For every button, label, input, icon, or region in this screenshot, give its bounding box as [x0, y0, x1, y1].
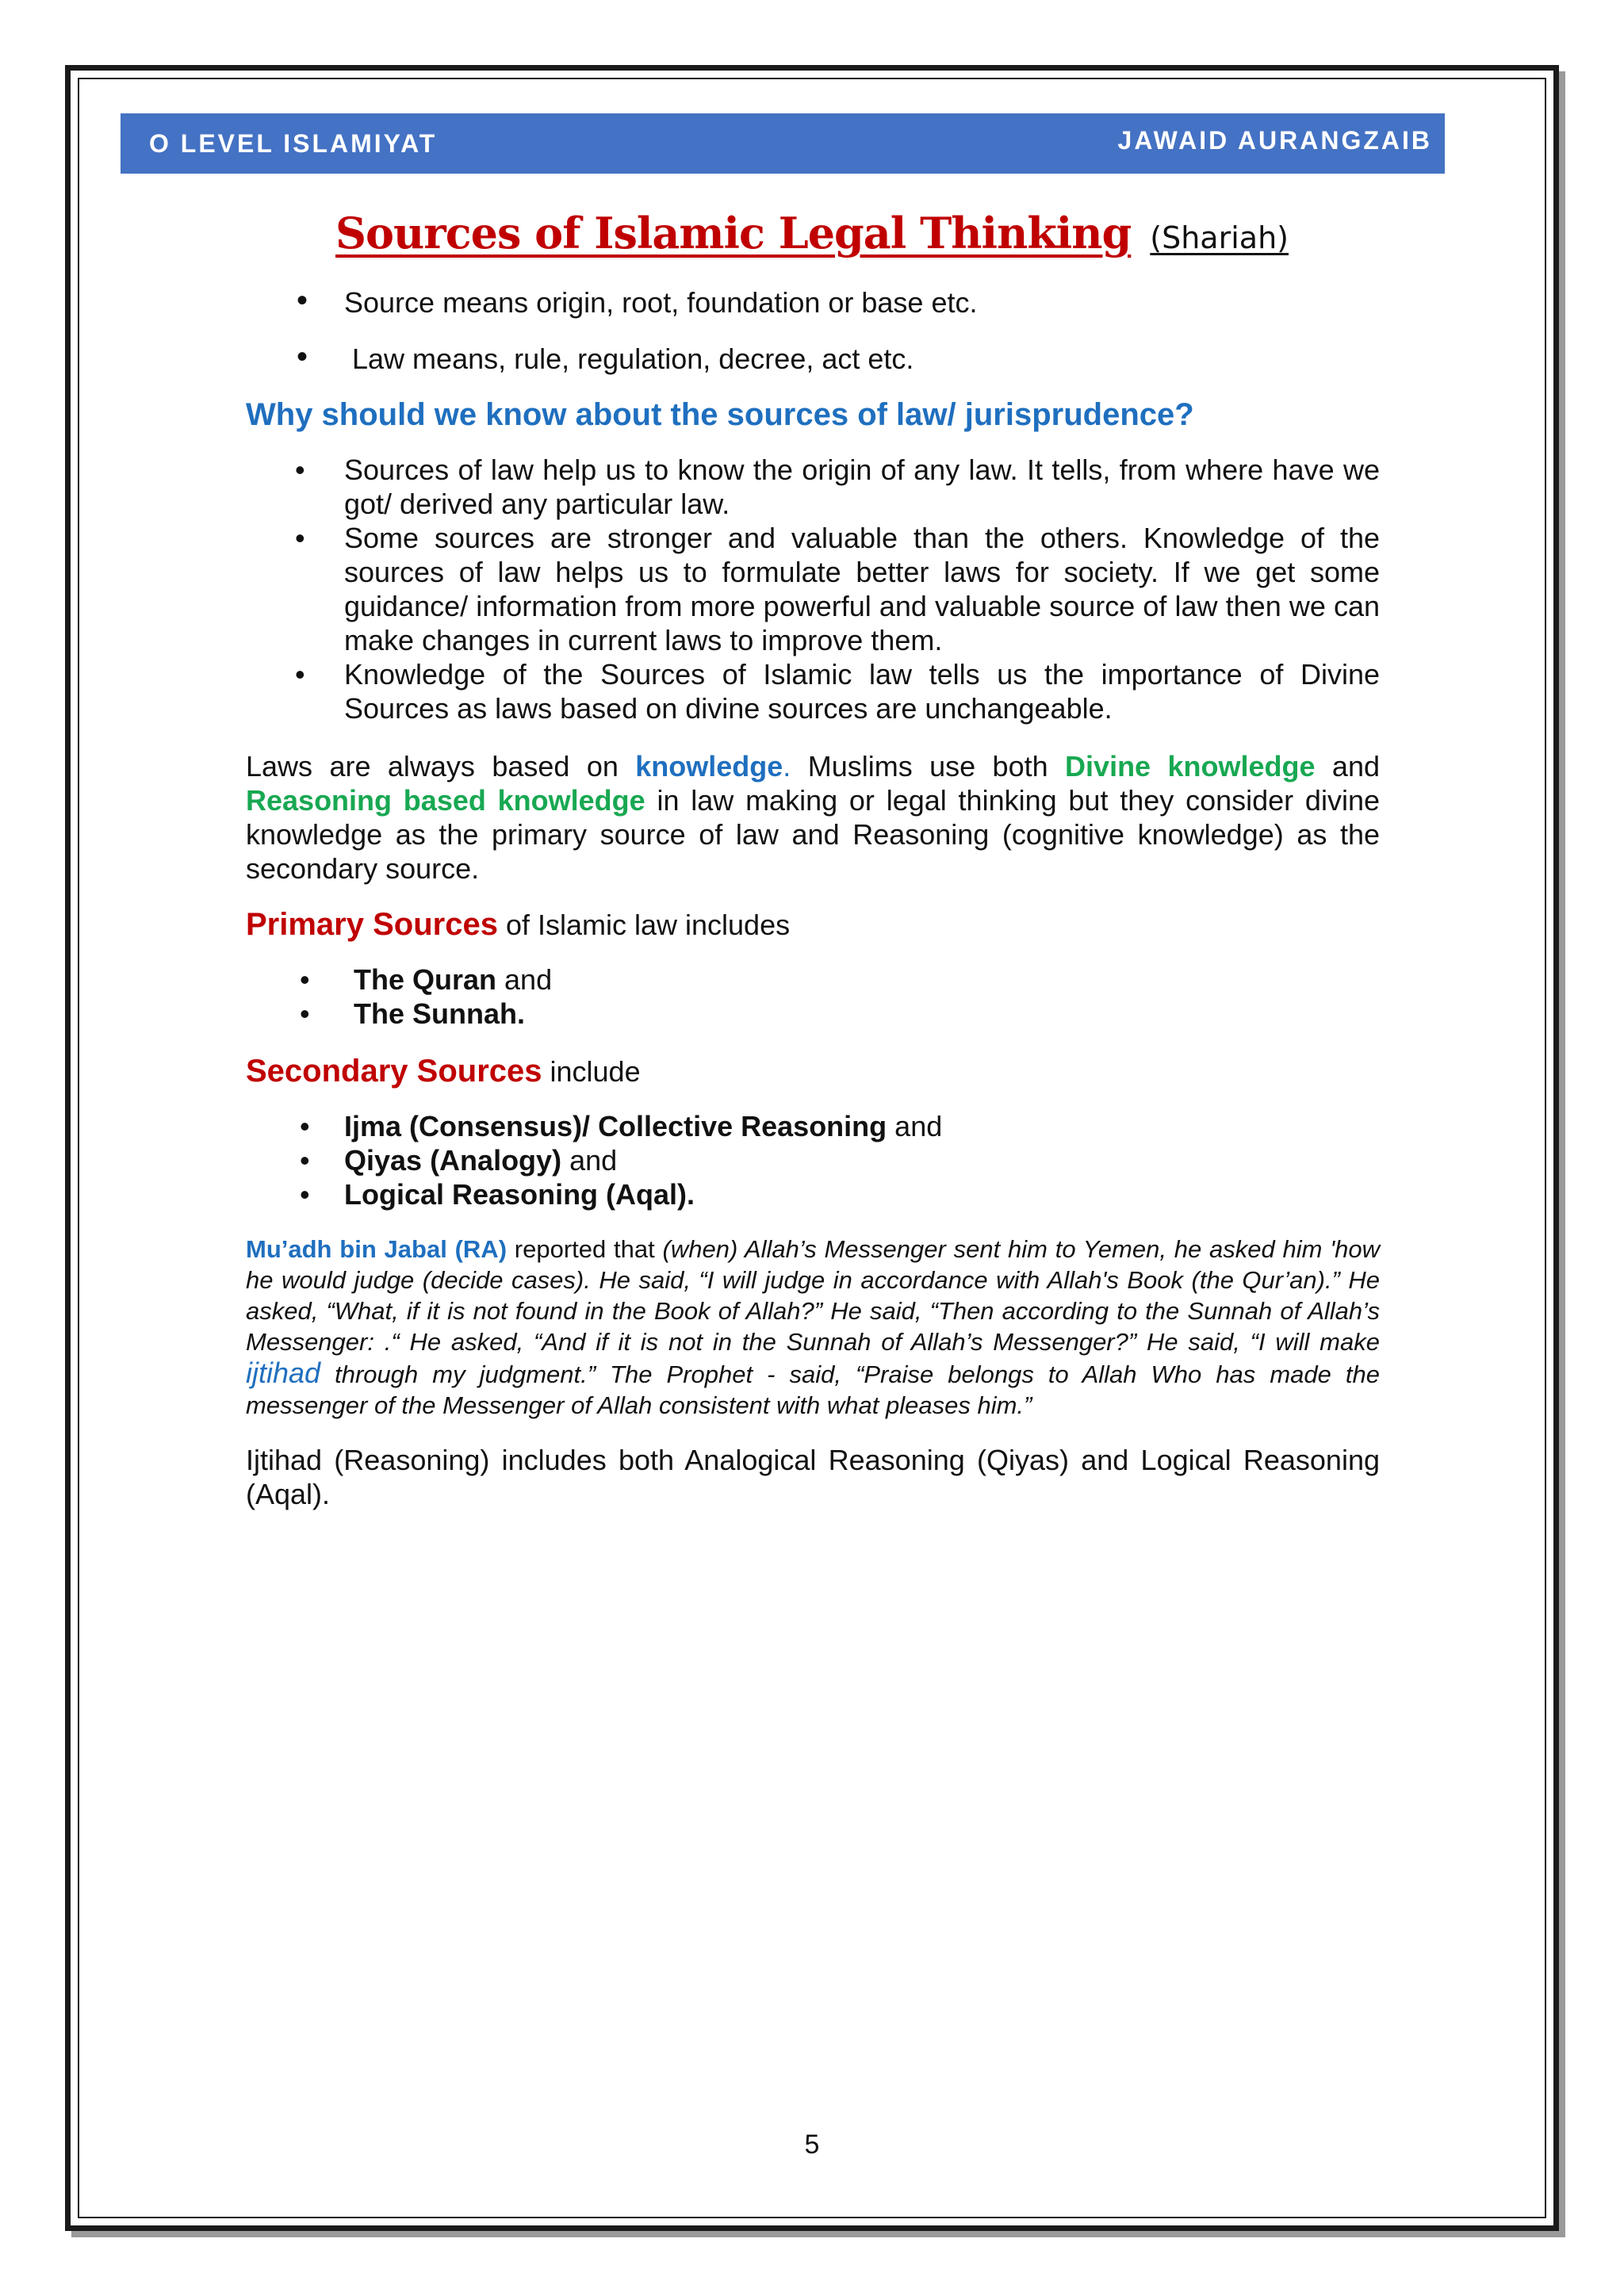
definitions-list — [246, 285, 1380, 376]
hadith-quote: Mu’adh bin Jabal (RA) reported that (when) Allah’s Messenger sent him to Yemen, he asked him 'how he would judge (decide cases). He said, “I will judge in accordance with Allah's Book (the Qur’an).” He asked, “What, if it is not found in the Book of Allah?” He said, “Then according to the Sunnah of Allah’s Messenger: .“ He asked, “And if it is not in the Sunnah of Allah’s Messenger?” He said, “I will make ijtihad through my judgment.” The Prophet - said, “Praise belongs to Allah Who has made the messenger of the Messenger of Allah consistent with what pleases him.” — [246, 1235, 1381, 1419]
primary-heading: Primary Sources of Islamic law includes — [246, 907, 791, 942]
primary-list — [246, 962, 1380, 1031]
list-item: • Knowledge of the Sources of Islamic law tells us the importance of Divine Sources as laws based on divine sources are unchangeable. — [295, 658, 1380, 725]
hadith-narrator: Mu’adh bin Jabal (RA) — [246, 1235, 508, 1263]
bullet-icon: • — [300, 1178, 310, 1211]
main-content — [246, 285, 1380, 1511]
laws-paragraph: Laws are always based on knowledge. Muslims use both Divine knowledge and Reasoning based knowledge in law making or legal thinking but they consider divine knowledge as the primary source of law and Reasoning (cognitive knowledge) as the secondary source. — [246, 750, 1380, 885]
header-course-title: O LEVEL ISLAMIYAT — [149, 129, 438, 158]
keyword-knowledge: knowledge — [635, 750, 783, 783]
list-item: • Source means origin, root, foundation or base etc. — [297, 283, 978, 319]
bullet-icon: • — [300, 1144, 310, 1177]
bullet-icon: • — [300, 997, 310, 1030]
header-bar — [121, 113, 1445, 174]
header-author: JAWAID AURANGZAIB — [1117, 126, 1432, 155]
bullet-icon: • — [297, 283, 308, 318]
title-main: Sources of Islamic Legal Thinking — [335, 208, 1132, 258]
list-item: • Some sources are stronger and valuable than the others. Knowledge of the sources of law helps us to formulate better laws for society. If we get some guidance/ information from more powerful and valuable source of law then we can make changes in current laws to improve them. — [295, 522, 1380, 656]
page-title — [0, 208, 1624, 258]
list-item: • Qiyas (Analogy) and — [300, 1144, 618, 1177]
bullet-icon: • — [300, 963, 310, 996]
title-sub: (Shariah) — [1150, 220, 1289, 255]
list-item: • Law means, rule, regulation, decree, act etc. — [297, 339, 914, 375]
list-item: • Ijma (Consensus)/ Collective Reasoning and — [300, 1110, 943, 1142]
bullet-icon: • — [297, 339, 308, 374]
keyword-ijtihad: ijtihad — [246, 1357, 321, 1389]
secondary-list — [246, 1109, 1380, 1211]
bullet-icon: • — [295, 522, 305, 554]
ijtihad-paragraph: Ijtihad (Reasoning) includes both Analogical Reasoning (Qiyas) and Logical Reasoning (Aqal). — [246, 1444, 1380, 1510]
secondary-heading: Secondary Sources include — [246, 1054, 641, 1089]
list-item: • Sources of law help us to know the origin of any law. It tells, from where have we got/ derived any particular law. — [295, 453, 1380, 520]
list-item: • The Quran and — [300, 963, 553, 996]
list-item: • Logical Reasoning (Aqal). — [300, 1178, 695, 1211]
why-list — [246, 453, 1380, 725]
bullet-icon: • — [295, 658, 305, 691]
page-number: 5 — [804, 2130, 820, 2160]
keyword-divine-knowledge: Divine knowledge — [1065, 750, 1316, 783]
bullet-icon: • — [300, 1110, 310, 1142]
list-item: • The Sunnah. — [300, 997, 525, 1030]
why-heading: Why should we know about the sources of law/ jurisprudence? — [246, 397, 1194, 432]
keyword-reasoning-knowledge: Reasoning based knowledge — [246, 784, 645, 817]
bullet-icon: • — [295, 453, 305, 486]
